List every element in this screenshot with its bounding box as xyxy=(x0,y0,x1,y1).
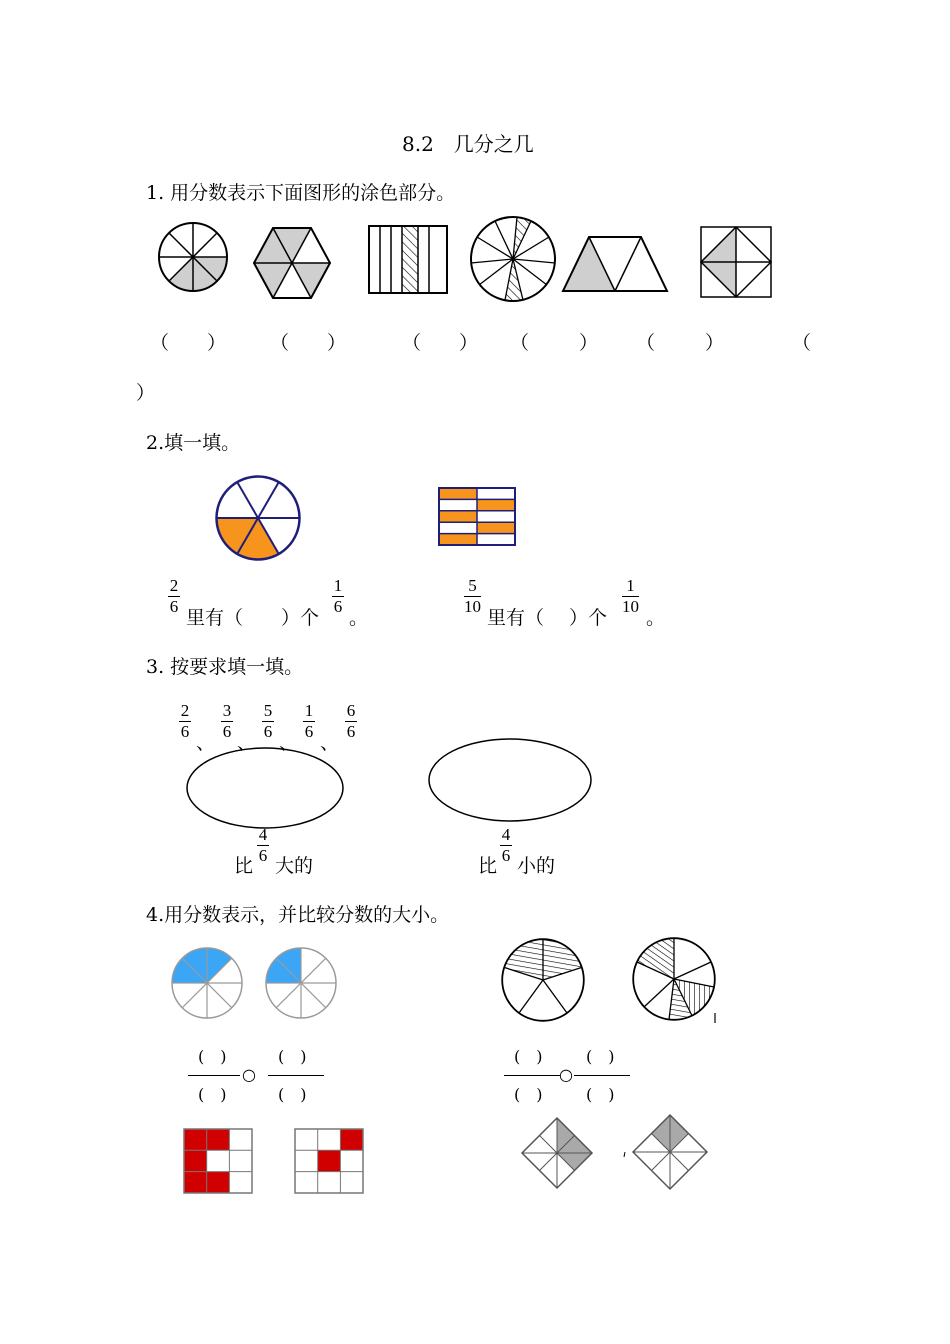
q4-blue-circle-1 xyxy=(172,948,242,1018)
denominator: 6 xyxy=(333,597,343,616)
fraction: 2 6 xyxy=(180,701,190,741)
q1-rectangle-strips xyxy=(369,226,447,293)
numerator: 1 xyxy=(626,576,635,595)
answer-blank-open[interactable]: （ xyxy=(792,332,812,354)
question-4-label: 4.用分数表示，并比较分数的大小。 xyxy=(146,904,450,926)
q3-right-caption-post: 小的 xyxy=(517,855,556,877)
fraction: 6 6 xyxy=(346,701,356,741)
q4-compare-right xyxy=(502,1044,642,1104)
answer-ellipse-right[interactable] xyxy=(429,739,591,821)
answer-blank[interactable]: ( ) xyxy=(586,1047,615,1066)
fraction-bar xyxy=(268,1075,324,1076)
q2-grid-tenths xyxy=(439,488,515,545)
q3-left-caption-post: 大的 xyxy=(275,855,314,877)
q1-circle-sectors xyxy=(471,217,555,301)
fraction-bar xyxy=(188,1075,240,1076)
separator: 、 xyxy=(320,732,340,754)
fraction xyxy=(622,576,639,617)
q4-figures-bottom xyxy=(0,1108,950,1198)
question-1-label: 1. 用分数表示下面图形的涂色部分。 xyxy=(146,182,456,204)
denominator: 6 xyxy=(169,597,179,616)
fraction xyxy=(168,576,180,617)
q4-figures-top xyxy=(0,935,950,1035)
q1-trapezoid xyxy=(563,237,667,291)
answer-blank[interactable]: ( ) xyxy=(278,1085,307,1104)
fraction: 3 6 xyxy=(222,701,232,741)
answer-blank[interactable]: ( ) xyxy=(514,1085,543,1104)
q3-ellipses xyxy=(0,738,950,838)
fraction xyxy=(464,576,481,617)
q4-red-grid-1 xyxy=(184,1129,252,1193)
answer-blank[interactable]: （ ） xyxy=(150,332,227,354)
q1-square-diamond xyxy=(701,227,771,297)
compare-circle[interactable]: ○ xyxy=(242,1065,256,1084)
denominator: 10 xyxy=(464,597,481,616)
answer-blank-close[interactable]: ） xyxy=(136,382,156,404)
question-3-label: 3. 按要求填一填。 xyxy=(146,656,304,678)
denominator: 10 xyxy=(622,597,639,616)
fraction: 1 6 xyxy=(304,701,314,741)
separator: 、 xyxy=(196,732,216,754)
q2-figures xyxy=(0,475,950,575)
q3-left-caption-pre: 比 xyxy=(234,855,254,877)
answer-blank[interactable]: ( ) xyxy=(514,1047,543,1066)
q2-right-text: 里有（ ）个 xyxy=(487,607,608,629)
q4-red-grid-2 xyxy=(295,1129,363,1193)
answer-blank[interactable]: ( ) xyxy=(198,1047,227,1066)
answer-blank[interactable]: （ ） xyxy=(270,332,347,354)
fraction xyxy=(332,576,344,617)
separator: 、 xyxy=(237,732,257,754)
answer-blank[interactable]: ( ) xyxy=(278,1047,307,1066)
answer-blank[interactable]: （ ） xyxy=(402,332,479,354)
q1-figures xyxy=(0,215,950,325)
numerator: 5 xyxy=(468,576,477,595)
numerator: 1 xyxy=(333,576,343,595)
fraction-bar xyxy=(574,1075,630,1076)
q4-gray-diamond-1 xyxy=(522,1118,592,1188)
fraction: 4 6 xyxy=(258,825,268,865)
page-title: 8.2 几分之几 xyxy=(402,132,534,156)
answer-blank[interactable]: ( ) xyxy=(198,1085,227,1104)
separator: 、 xyxy=(279,732,299,754)
numerator: 2 xyxy=(169,576,179,595)
period: 。 xyxy=(646,607,666,629)
compare-circle[interactable]: ○ xyxy=(559,1065,573,1084)
q2-left-text: 里有（ ）个 xyxy=(186,607,320,629)
q3-right-caption-pre: 比 xyxy=(478,855,498,877)
period: 。 xyxy=(349,607,369,629)
q1-circle-eighths xyxy=(159,223,227,291)
answer-ellipse-left[interactable] xyxy=(187,748,343,828)
q2-circle-sixths xyxy=(217,477,300,560)
q4-gray-diamond-2 xyxy=(633,1115,707,1189)
fraction-bar xyxy=(504,1075,560,1076)
question-2-label: 2.填一填。 xyxy=(146,432,241,454)
answer-blank[interactable]: （ ） xyxy=(636,332,729,354)
answer-blank[interactable]: （ ） xyxy=(510,332,603,354)
q4-hatched-circle-1 xyxy=(502,939,584,1021)
q1-hexagon xyxy=(254,228,330,298)
q4-hatched-circle-2 xyxy=(633,938,715,1020)
q4-compare-left xyxy=(186,1044,326,1104)
q4-blue-circle-2 xyxy=(266,948,336,1018)
fraction: 5 6 xyxy=(263,701,273,741)
fraction: 4 6 xyxy=(501,825,511,865)
answer-blank[interactable]: ( ) xyxy=(586,1085,615,1104)
